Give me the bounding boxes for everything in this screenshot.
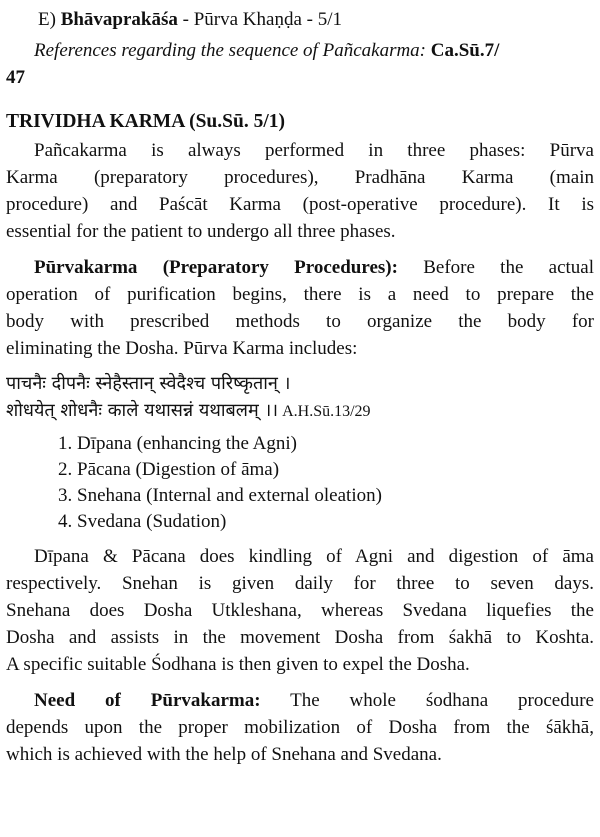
references-bold-2: 47: [6, 67, 25, 88]
para3-line-3: Snehana does Dosha Utkleshana, whereas Svedana liquefies the: [6, 600, 594, 621]
paragraph-purvakarma: [6, 254, 594, 362]
para4-line-1: [6, 687, 594, 714]
para3-line-4: Dosha and assists in the movement Dosha from śakhā to Koshta.: [6, 627, 594, 648]
para1-line-2: Karma (preparatory procedures), Pradhāna Karma (main: [6, 167, 594, 188]
para2-line-4: eliminating the Dosha. Pūrva Karma includes:: [6, 338, 358, 359]
paragraph-phases: [6, 137, 594, 245]
sanskrit-line-2-wrap: [6, 397, 594, 425]
list-item: 1. Dīpana (enhancing the Agni): [58, 433, 298, 454]
references-bold-1: Ca.Sū.7/: [430, 40, 500, 61]
para1-line-1: Pañcakarma is always performed in three phases: Pūrva: [34, 140, 594, 161]
sanskrit-verse: [6, 370, 594, 425]
para2-line-1: [6, 254, 594, 281]
para2-lead-rest: Before the actual: [397, 257, 595, 278]
list-item: 4. Svedana (Sudation): [58, 511, 227, 532]
para3-line-5: A specific suitable Śodhana is then given to expel the Dosha.: [6, 654, 470, 675]
section-e-label: E): [38, 9, 61, 30]
section-e-title-bold: Bhāvaprakāśa: [60, 9, 178, 30]
para3-line-2: respectively. Snehan is given daily for three to seven days.: [6, 573, 594, 594]
section-e-title-rest: - Pūrva Khaṇḍa - 5/1: [177, 9, 342, 30]
references-line: [6, 37, 594, 64]
para4-lead-rest: The whole śodhana procedure: [260, 690, 594, 711]
sanskrit-line-2: शोधयेत् शोधनैः काले यथासन्नं यथाबलम् ।।: [6, 400, 279, 421]
para4-line-2: depends upon the proper mobilization of Dosha from the śākhā,: [6, 717, 594, 738]
para2-line-2: operation of purification begins, there is a need to prepare the: [6, 284, 594, 305]
para3-line-1: Dīpana & Pācana does kindling of Agni and digestion of āma: [34, 546, 594, 567]
list-item: 2. Pācana (Digestion of āma): [58, 459, 280, 480]
para2-lead-bold: Pūrvakarma (Preparatory Procedures):: [34, 257, 398, 278]
paragraph-need-of-purvakarma: [6, 687, 594, 768]
sanskrit-reference: A.H.Sū.13/29: [278, 403, 371, 420]
sanskrit-line-1: पाचनैः दीपनैः स्नेहैस्तान् स्वेदैश्च परिष्कृतान् ।: [6, 373, 291, 394]
para4-lead-bold: Need of Pūrvakarma:: [34, 690, 261, 711]
references-italic: References regarding the sequence of Pañcakarma:: [34, 40, 431, 61]
list-item: 3. Snehana (Internal and external oleation): [58, 485, 382, 506]
para1-line-3: procedure) and Paścāt Karma (post-operative procedure). It is: [6, 194, 594, 215]
para4-line-3: which is achieved with the help of Snehana and Svedana.: [6, 744, 442, 765]
section-heading: TRIVIDHA KARMA (Su.Sū. 5/1): [6, 111, 286, 132]
para2-line-3: body with prescribed methods to organize the body for: [6, 311, 594, 332]
section-e-line: [6, 6, 594, 33]
para1-line-4: essential for the patient to undergo all three phases.: [6, 221, 396, 242]
purvakarma-list: [6, 431, 594, 535]
paragraph-dipana-pacana: [6, 543, 594, 678]
